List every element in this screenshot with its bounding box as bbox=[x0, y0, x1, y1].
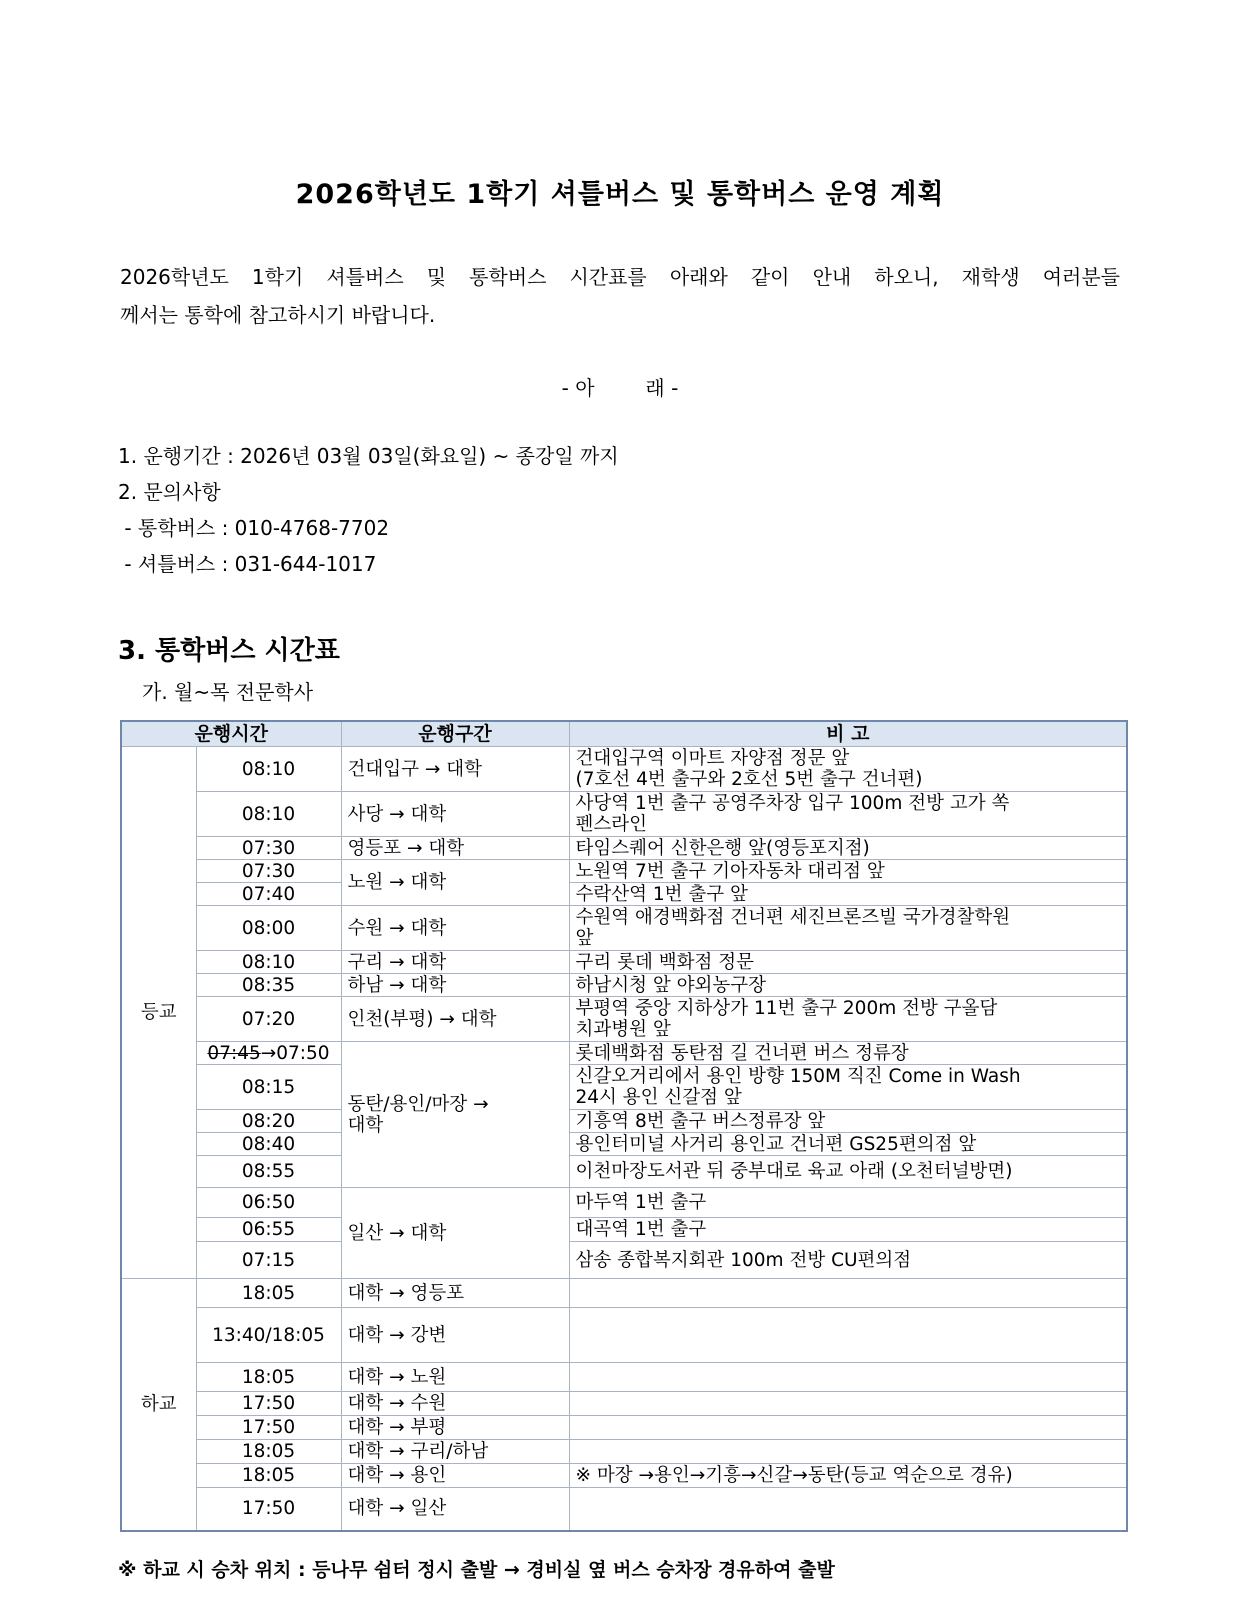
note-cell bbox=[569, 1279, 1127, 1308]
note-cell bbox=[569, 1363, 1127, 1392]
route-line: 대학 bbox=[347, 1114, 384, 1136]
time-cell: 18:05 bbox=[196, 1279, 341, 1308]
route-cell: 하남 → 대학 bbox=[341, 974, 569, 997]
note-cell: 타임스퀘어 신한은행 앞(영등포지점) bbox=[569, 837, 1127, 860]
table-row bbox=[121, 1242, 1127, 1279]
time-cell: 06:50 bbox=[196, 1188, 341, 1218]
table-row bbox=[121, 1218, 1127, 1242]
note-cell bbox=[569, 906, 1127, 951]
table-row bbox=[121, 1065, 1127, 1110]
timetable bbox=[120, 720, 1128, 1532]
time-cell: 13:40/18:05 bbox=[196, 1308, 341, 1363]
note-cell: 이천마장도서관 뒤 중부대로 육교 아래 (오천터널방면) bbox=[569, 1156, 1127, 1188]
new-time: →07:50 bbox=[260, 1042, 330, 1064]
time-cell bbox=[196, 1042, 341, 1065]
note-line: 치과병원 앞 bbox=[575, 1019, 671, 1040]
table-row bbox=[121, 1440, 1127, 1464]
table-row bbox=[121, 1363, 1127, 1392]
route-cell: 일산 → 대학 bbox=[341, 1188, 569, 1279]
time-cell: 18:05 bbox=[196, 1363, 341, 1392]
note-cell: 마두역 1번 출구 bbox=[569, 1188, 1127, 1218]
table-row bbox=[121, 1133, 1127, 1156]
table-row bbox=[121, 906, 1127, 951]
time-cell: 08:10 bbox=[196, 747, 341, 792]
time-cell: 18:05 bbox=[196, 1440, 341, 1464]
time-cell: 07:30 bbox=[196, 837, 341, 860]
old-time: 07:45 bbox=[207, 1042, 261, 1064]
route-cell: 구리 → 대학 bbox=[341, 951, 569, 974]
note-cell: ※ 마장 →용인→기흥→신갈→동탄(등교 역순으로 경유) bbox=[569, 1464, 1127, 1488]
page-title: 2026학년도 1학기 셔틀버스 및 통학버스 운영 계획 bbox=[295, 179, 945, 210]
table-row bbox=[121, 951, 1127, 974]
table-row bbox=[121, 1279, 1127, 1308]
table-row bbox=[121, 1392, 1127, 1416]
note-cell bbox=[569, 1440, 1127, 1464]
intro-line-1: 2026학년도 1학기 셔틀버스 및 통학버스 시간표를 아래와 같이 안내 하오니, 재학생 여러분들 bbox=[120, 265, 1120, 289]
below-heading: - 아 래 - bbox=[561, 376, 679, 400]
table-row bbox=[121, 747, 1127, 792]
operation-period: 1. 운행기간 : 2026년 03월 03일(화요일) ~ 종강일 까지 bbox=[118, 444, 619, 468]
time-cell: 17:50 bbox=[196, 1488, 341, 1531]
route-cell: 인천(부평) → 대학 bbox=[341, 997, 569, 1042]
route-cell: 대학 → 구리/하남 bbox=[341, 1440, 569, 1464]
time-cell: 07:20 bbox=[196, 997, 341, 1042]
route-cell: 사당 → 대학 bbox=[341, 792, 569, 837]
route-cell: 대학 → 일산 bbox=[341, 1488, 569, 1531]
time-cell: 08:40 bbox=[196, 1133, 341, 1156]
time-cell: 08:20 bbox=[196, 1110, 341, 1133]
note-cell: 기흥역 8번 출구 버스정류장 앞 bbox=[569, 1110, 1127, 1133]
table-row bbox=[121, 974, 1127, 997]
note-line: 신갈오거리에서 용인 방향 150M 직진 Come in Wash bbox=[575, 1066, 1021, 1087]
note-line: 수원역 애경백화점 건너편 세진브론즈빌 국가경찰학원 bbox=[575, 907, 1011, 928]
note-line: 사당역 1번 출구 공영주차장 입구 100m 전방 고가 쏙 bbox=[575, 793, 1010, 814]
note-line: 건대입구역 이마트 자양점 정문 앞 bbox=[575, 748, 850, 769]
route-cell: 대학 → 영등포 bbox=[341, 1279, 569, 1308]
note-cell bbox=[569, 1308, 1127, 1363]
table-row bbox=[121, 1488, 1127, 1531]
route-cell bbox=[341, 1042, 569, 1188]
table-row bbox=[121, 792, 1127, 837]
note-cell: 삼송 종합복지회관 100m 전방 CU편의점 bbox=[569, 1242, 1127, 1279]
table-row bbox=[121, 1110, 1127, 1133]
header-route: 운행구간 bbox=[341, 721, 569, 747]
header-time: 운행시간 bbox=[121, 721, 341, 747]
note-line: 24시 용인 신갈점 앞 bbox=[575, 1087, 742, 1108]
time-cell: 17:50 bbox=[196, 1392, 341, 1416]
note-cell bbox=[569, 1392, 1127, 1416]
table-row bbox=[121, 883, 1127, 906]
intro-line-2: 께서는 통학에 참고하시기 바랍니다. bbox=[120, 303, 436, 327]
route-cell: 노원 → 대학 bbox=[341, 860, 569, 906]
note-line: 앞 bbox=[575, 928, 594, 949]
header-note: 비 고 bbox=[569, 721, 1127, 747]
table-row bbox=[121, 1042, 1127, 1065]
table-row bbox=[121, 1156, 1127, 1188]
table-header-row bbox=[121, 721, 1127, 747]
route-cell: 영등포 → 대학 bbox=[341, 837, 569, 860]
note-cell: 롯데백화점 동탄점 길 건너편 버스 정류장 bbox=[569, 1042, 1127, 1065]
note-cell: 대곡역 1번 출구 bbox=[569, 1218, 1127, 1242]
note-cell bbox=[569, 792, 1127, 837]
time-cell: 08:55 bbox=[196, 1156, 341, 1188]
table-row bbox=[121, 860, 1127, 883]
table-row bbox=[121, 1308, 1127, 1363]
route-cell: 대학 → 부평 bbox=[341, 1416, 569, 1440]
table-row bbox=[121, 1464, 1127, 1488]
table-row bbox=[121, 837, 1127, 860]
route-cell: 대학 → 용인 bbox=[341, 1464, 569, 1488]
intro-paragraph bbox=[120, 258, 1120, 334]
time-cell: 17:50 bbox=[196, 1416, 341, 1440]
route-line: 동탄/용인/마장 → bbox=[347, 1093, 489, 1115]
group-label-return: 하교 bbox=[121, 1279, 196, 1531]
inquiry-heading: 2. 문의사항 bbox=[118, 480, 221, 504]
note-cell bbox=[569, 747, 1127, 792]
time-cell: 08:00 bbox=[196, 906, 341, 951]
time-cell: 08:35 bbox=[196, 974, 341, 997]
note-line: 펜스라인 bbox=[575, 814, 647, 835]
note-cell: 하남시청 앞 야외농구장 bbox=[569, 974, 1127, 997]
route-cell: 대학 → 강변 bbox=[341, 1308, 569, 1363]
time-cell: 08:10 bbox=[196, 951, 341, 974]
table-row bbox=[121, 997, 1127, 1042]
note-line: 부평역 중앙 지하상가 11번 출구 200m 전방 구올담 bbox=[575, 998, 998, 1019]
time-cell: 07:15 bbox=[196, 1242, 341, 1279]
note-cell bbox=[569, 997, 1127, 1042]
note-line: (7호선 4번 출구와 2호선 5번 출구 건너편) bbox=[575, 769, 923, 790]
shuttle-bus-phone: - 셔틀버스 : 031-644-1017 bbox=[118, 552, 377, 576]
commute-bus-phone: - 통학버스 : 010-4768-7702 bbox=[118, 516, 390, 540]
subsection-heading: 가. 월~목 전문학사 bbox=[142, 680, 314, 704]
route-cell: 대학 → 수원 bbox=[341, 1392, 569, 1416]
note-cell: 구리 롯데 백화점 정문 bbox=[569, 951, 1127, 974]
table-row bbox=[121, 1416, 1127, 1440]
route-cell: 건대입구 → 대학 bbox=[341, 747, 569, 792]
time-cell: 07:40 bbox=[196, 883, 341, 906]
time-cell: 08:10 bbox=[196, 792, 341, 837]
note-cell bbox=[569, 1416, 1127, 1440]
time-cell: 08:15 bbox=[196, 1065, 341, 1110]
boarding-location-note: ※ 하교 시 승차 위치 : 등나무 쉼터 정시 출발 → 경비실 옆 버스 승차장 경유하여 출발 bbox=[118, 1559, 835, 1581]
note-cell bbox=[569, 1065, 1127, 1110]
group-label-go: 등교 bbox=[121, 747, 196, 1279]
route-cell: 대학 → 노원 bbox=[341, 1363, 569, 1392]
section-heading: 3. 통학버스 시간표 bbox=[118, 636, 340, 666]
table-row bbox=[121, 1188, 1127, 1218]
time-cell: 06:55 bbox=[196, 1218, 341, 1242]
time-cell: 18:05 bbox=[196, 1464, 341, 1488]
note-cell: 노원역 7번 출구 기아자동차 대리점 앞 bbox=[569, 860, 1127, 883]
note-cell: 수락산역 1번 출구 앞 bbox=[569, 883, 1127, 906]
time-cell: 07:30 bbox=[196, 860, 341, 883]
route-cell: 수원 → 대학 bbox=[341, 906, 569, 951]
note-cell: 용인터미널 사거리 용인교 건너편 GS25편의점 앞 bbox=[569, 1133, 1127, 1156]
note-cell bbox=[569, 1488, 1127, 1531]
